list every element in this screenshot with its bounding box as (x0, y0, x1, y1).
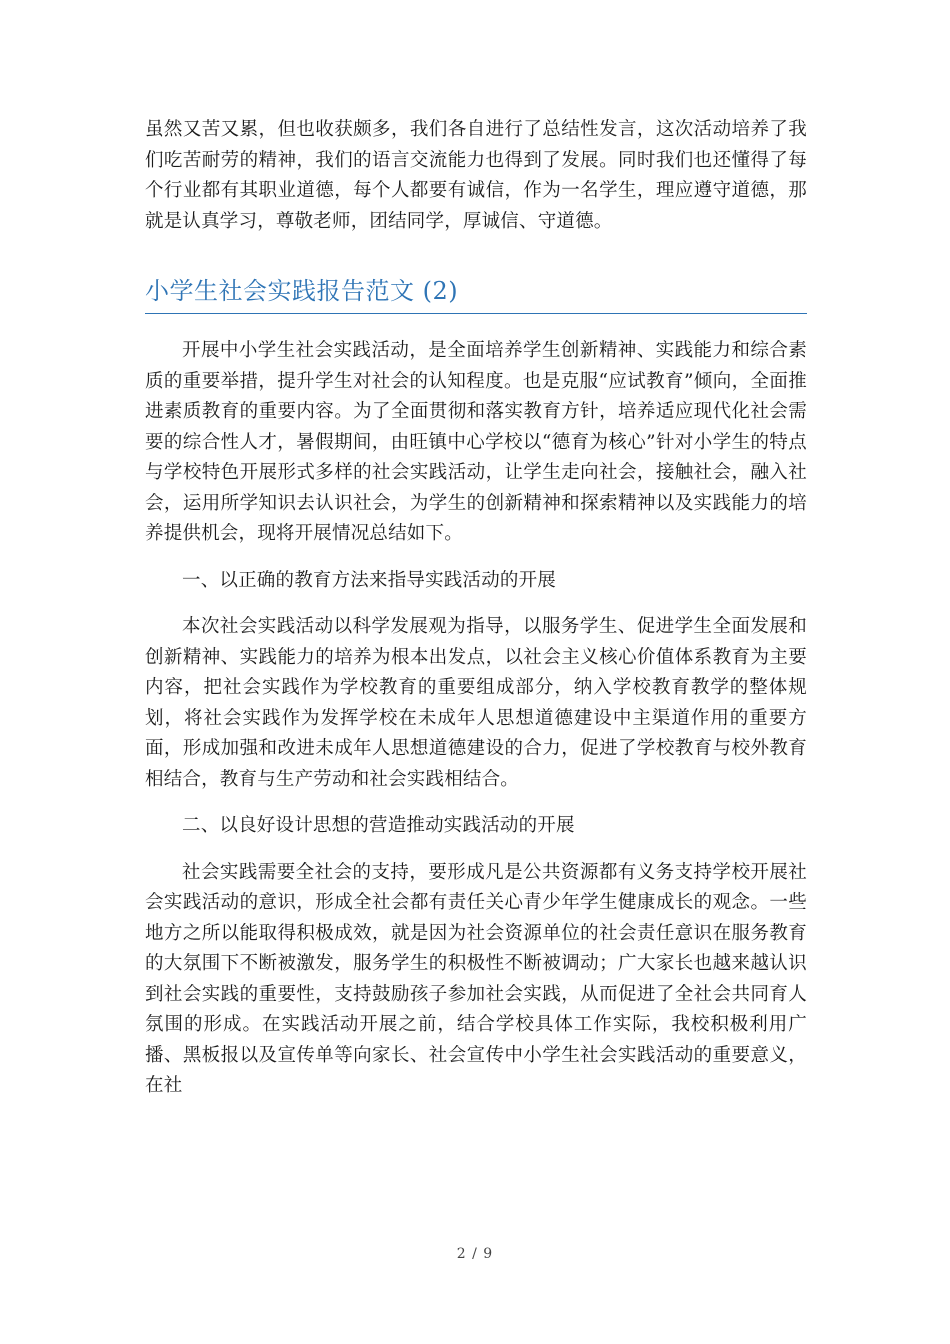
section-heading: 小学生社会实践报告范文 (2) (145, 275, 807, 314)
section-2-title: 二、以良好设计思想的营造推动实践活动的开展 (182, 815, 575, 836)
section-1-title: 一、以正确的教育方法来指导实践活动的开展 (182, 569, 557, 591)
paragraph-2: 本次社会实践活动以科学发展观为指导，以服务学生、促进学生全面发展和创新精神、实践能力的培养为根本出发点，以社会主义核心价值体系教育为主要内容，把社会实践作为学校教育的重要组成部分，纳入学校教育教学的整体规划，将社会实践作为发挥学校在未成年人思想道德建设中主渠道作用的重要方面，形成加强和改进未成年人思想道德建设的合力，促进了学校教育与校外教育相结合，教育与生产劳动和社会实践相结合。 (145, 616, 807, 790)
document-page (145, 115, 807, 1102)
page-number: 2 / 9 (456, 1246, 494, 1262)
intro-paragraph: 虽然又苦又累，但也收获颇多，我们各自进行了总结性发言，这次活动培养了我们吃苦耐劳的精神，我们的语言交流能力也得到了发展。同时我们也还懂得了每个行业都有其职业道德，每个人都要有诚信，作为一名学生，理应遵守道德，那就是认真学习，尊敬老师，团结同学，厚诚信、守道德。 (145, 119, 807, 232)
paragraph-3: 社会实践需要全社会的支持，要形成凡是公共资源都有义务支持学校开展社会实践活动的意识，形成全社会都有责任关心青少年学生健康成长的观念。一些地方之所以能取得积极成效，就是因为社会资源单位的社会责任意识在服务教育的大氛围下不断被激发，服务学生的积极性不断被调动；广大家长也越来越认识到社会实践的重要性，支持鼓励孩子参加社会实践，从而促进了全社会共同育人氛围的形成。在实践活动开展之前，结合学校具体工作实际，我校积极利用广播、黑板报以及宣传单等向家长、社会宣传中小学生社会实践活动的重要意义，在社 (145, 861, 807, 1096)
paragraph-1: 开展中小学生社会实践活动，是全面培养学生创新精神、实践能力和综合素质的重要举措，提升学生对社会的认知程度。也是克服“应试教育”倾向，全面推进素质教育的重要内容。为了全面贯彻和落实教育方针，培养适应现代化社会需要的综合性人才，暑假期间，由旺镇中心学校以“德育为核心”针对小学生的特点与学校特色开展形式多样的社会实践活动，让学生走向社会，接触社会，融入社会，运用所学知识去认识社会，为学生的创新精神和探索精神以及实践能力的培养提供机会，现将开展情况总结如下。 (145, 340, 807, 544)
